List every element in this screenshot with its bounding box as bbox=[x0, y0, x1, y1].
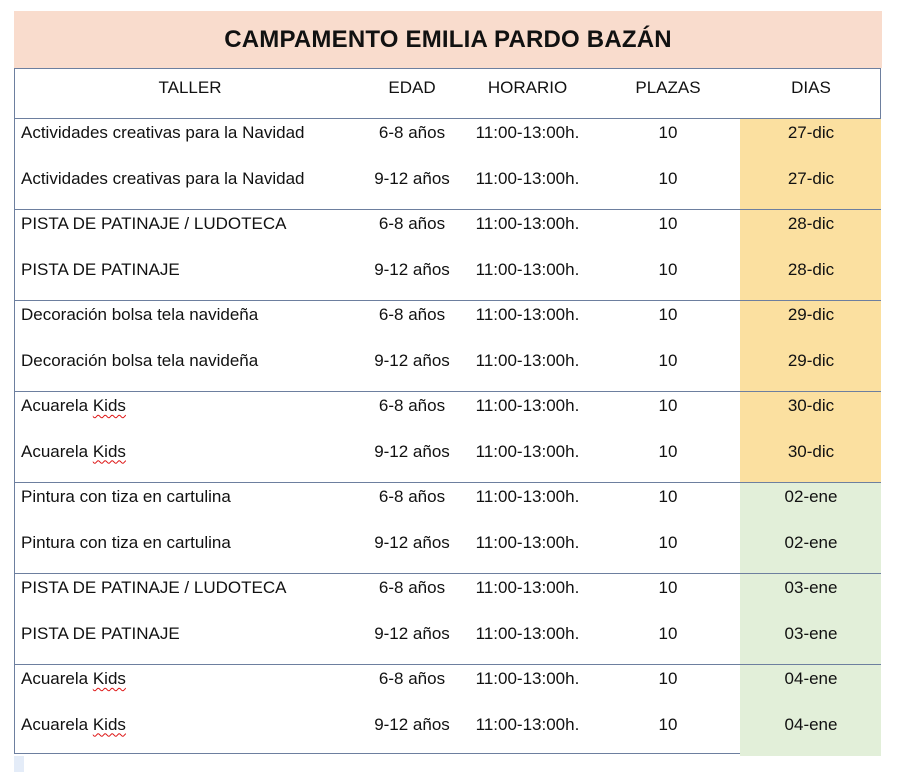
table-group bbox=[15, 483, 880, 574]
cell-edad: 9-12 años bbox=[374, 168, 450, 188]
spellcheck-flagged-word: Kids bbox=[92, 714, 126, 734]
cell-edad: 9-12 años bbox=[374, 623, 450, 643]
page-edge-marker bbox=[14, 756, 24, 772]
cell-taller: Actividades creativas para la Navidad bbox=[21, 168, 305, 188]
cell-plazas: 10 bbox=[658, 168, 678, 188]
table-row bbox=[15, 620, 880, 665]
cell-dias: 04-ene bbox=[784, 669, 838, 688]
cell-dias: 30-dic bbox=[787, 396, 835, 415]
table-group bbox=[15, 210, 880, 301]
cell-plazas: 10 bbox=[658, 123, 678, 142]
table-row bbox=[15, 165, 880, 210]
cell-edad: 6-8 años bbox=[378, 669, 446, 688]
cell-edad: 6-8 años bbox=[378, 214, 446, 233]
cell-taller: Decoración bolsa tela navideña bbox=[21, 305, 259, 324]
cell-taller: Pintura con tiza en cartulina bbox=[21, 532, 231, 552]
cell-plazas: 10 bbox=[658, 441, 678, 461]
cell-edad: 6-8 años bbox=[378, 123, 446, 142]
table-group bbox=[15, 301, 880, 392]
cell-taller bbox=[21, 668, 126, 690]
cell-plazas: 10 bbox=[658, 214, 678, 233]
cell-dias: 27-dic bbox=[787, 168, 835, 188]
table-row bbox=[15, 347, 880, 392]
cell-dias: 02-ene bbox=[784, 487, 838, 506]
cell-edad: 6-8 años bbox=[378, 396, 446, 415]
cell-horario: 11:00-13:00h. bbox=[475, 714, 580, 734]
cell-dias: 04-ene bbox=[784, 714, 838, 734]
header-dias: DIAS bbox=[791, 78, 831, 97]
title-band bbox=[14, 11, 882, 68]
cell-horario: 11:00-13:00h. bbox=[475, 214, 580, 233]
cell-horario: 11:00-13:00h. bbox=[475, 123, 580, 142]
cell-plazas: 10 bbox=[658, 669, 678, 688]
cell-dias: 28-dic bbox=[787, 259, 835, 279]
cell-edad: 6-8 años bbox=[378, 487, 446, 506]
cell-plazas: 10 bbox=[658, 487, 678, 506]
cell-horario: 11:00-13:00h. bbox=[475, 578, 580, 597]
cell-horario: 11:00-13:00h. bbox=[475, 669, 580, 688]
header-edad: EDAD bbox=[388, 78, 436, 97]
cell-horario: 11:00-13:00h. bbox=[475, 350, 580, 370]
cell-edad: 6-8 años bbox=[378, 305, 446, 324]
table-group bbox=[15, 665, 880, 756]
table-row bbox=[15, 119, 880, 164]
cell-plazas: 10 bbox=[658, 532, 678, 552]
table-row bbox=[15, 483, 880, 528]
cell-dias: 02-ene bbox=[784, 532, 838, 552]
cell-plazas: 10 bbox=[658, 396, 678, 415]
cell-taller: Pintura con tiza en cartulina bbox=[21, 487, 231, 506]
cell-taller bbox=[21, 441, 126, 463]
table-row bbox=[15, 574, 880, 619]
cell-dias: 28-dic bbox=[787, 214, 835, 233]
cell-dias: 29-dic bbox=[787, 350, 835, 370]
table-header-row bbox=[15, 69, 880, 119]
table-group bbox=[15, 119, 880, 210]
cell-plazas: 10 bbox=[658, 714, 678, 734]
cell-horario: 11:00-13:00h. bbox=[475, 532, 580, 552]
cell-taller: Decoración bolsa tela navideña bbox=[21, 350, 259, 370]
cell-taller-text: Acuarela bbox=[21, 441, 93, 461]
cell-edad: 9-12 años bbox=[374, 532, 450, 552]
cell-plazas: 10 bbox=[658, 578, 678, 597]
cell-taller-text: Acuarela bbox=[21, 714, 93, 734]
cell-taller: PISTA DE PATINAJE / LUDOTECA bbox=[21, 214, 287, 233]
schedule-table bbox=[14, 68, 881, 754]
cell-plazas: 10 bbox=[658, 305, 678, 324]
cell-dias: 30-dic bbox=[787, 441, 835, 461]
table-group bbox=[15, 392, 880, 483]
spellcheck-flagged-word: Kids bbox=[92, 396, 126, 415]
cell-horario: 11:00-13:00h. bbox=[475, 487, 580, 506]
table-row bbox=[15, 301, 880, 346]
cell-taller: PISTA DE PATINAJE bbox=[21, 259, 180, 279]
cell-edad: 9-12 años bbox=[374, 350, 450, 370]
table-row bbox=[15, 392, 880, 437]
cell-taller bbox=[21, 395, 126, 417]
cell-edad: 9-12 años bbox=[374, 259, 450, 279]
cell-taller: PISTA DE PATINAJE bbox=[21, 623, 180, 643]
cell-horario: 11:00-13:00h. bbox=[475, 305, 580, 324]
table-row bbox=[15, 529, 880, 574]
cell-plazas: 10 bbox=[658, 259, 678, 279]
cell-edad: 9-12 años bbox=[374, 441, 450, 461]
table-row bbox=[15, 256, 880, 301]
table-row bbox=[15, 438, 880, 483]
document-title: CAMPAMENTO EMILIA PARDO BAZÁN bbox=[224, 25, 672, 53]
cell-taller bbox=[21, 714, 126, 736]
cell-horario: 11:00-13:00h. bbox=[475, 623, 580, 643]
cell-taller: Actividades creativas para la Navidad bbox=[21, 123, 305, 142]
table-row bbox=[15, 665, 880, 710]
table-group bbox=[15, 574, 880, 665]
cell-horario: 11:00-13:00h. bbox=[475, 396, 580, 415]
spellcheck-flagged-word: Kids bbox=[92, 441, 126, 461]
cell-plazas: 10 bbox=[658, 350, 678, 370]
cell-taller-text: Acuarela bbox=[21, 669, 93, 688]
cell-horario: 11:00-13:00h. bbox=[475, 259, 580, 279]
cell-dias: 03-ene bbox=[784, 623, 838, 643]
header-plazas: PLAZAS bbox=[635, 78, 701, 97]
cell-plazas: 10 bbox=[658, 623, 678, 643]
cell-horario: 11:00-13:00h. bbox=[475, 168, 580, 188]
cell-edad: 9-12 años bbox=[374, 714, 450, 734]
cell-dias: 03-ene bbox=[784, 578, 838, 597]
cell-taller-text: Acuarela bbox=[21, 396, 93, 415]
header-horario: HORARIO bbox=[487, 78, 568, 97]
header-taller: TALLER bbox=[158, 78, 222, 97]
cell-taller: PISTA DE PATINAJE / LUDOTECA bbox=[21, 578, 287, 597]
cell-edad: 6-8 años bbox=[378, 578, 446, 597]
table-row bbox=[15, 711, 880, 756]
table-row bbox=[15, 210, 880, 255]
cell-dias: 27-dic bbox=[787, 123, 835, 142]
cell-dias: 29-dic bbox=[787, 305, 835, 324]
cell-horario: 11:00-13:00h. bbox=[475, 441, 580, 461]
spellcheck-flagged-word: Kids bbox=[92, 669, 126, 688]
